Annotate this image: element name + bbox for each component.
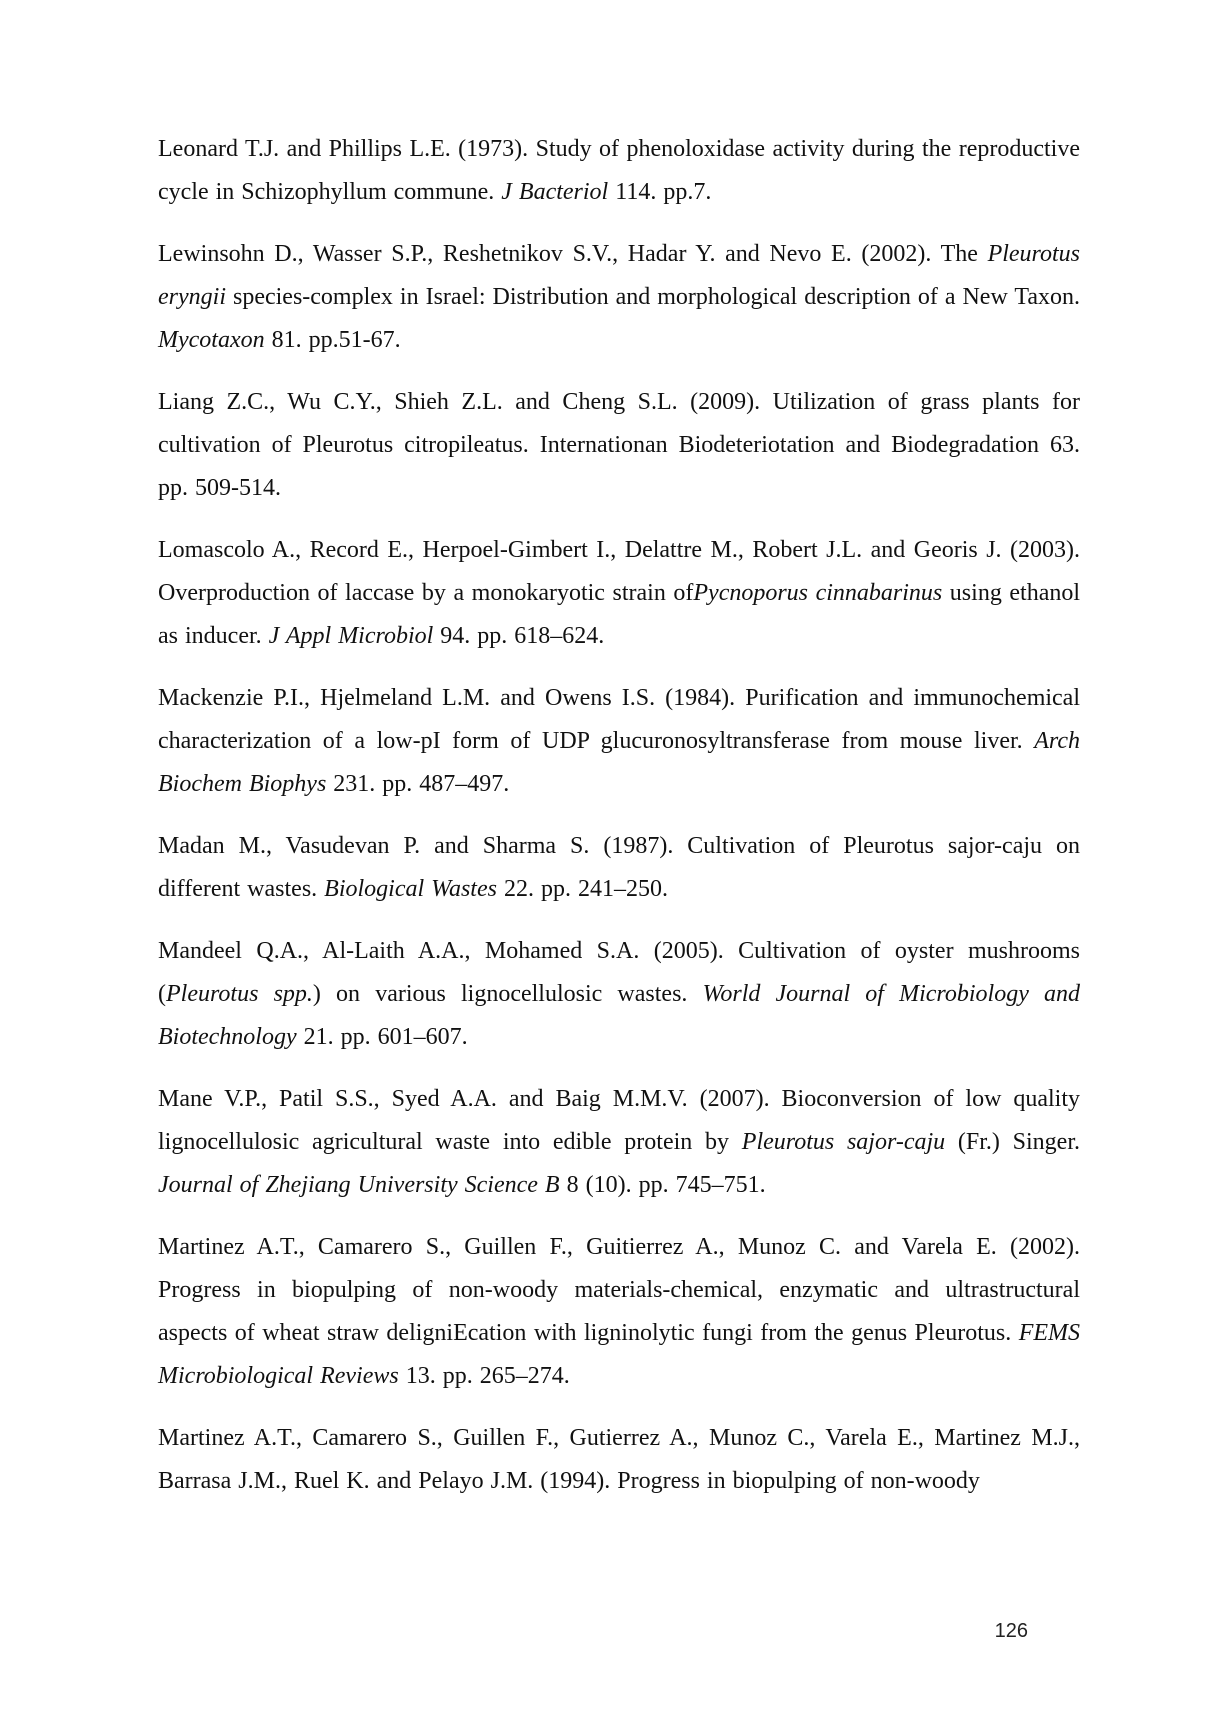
journal-title: Biological Wastes	[324, 876, 497, 902]
journal-title: Arch Biochem Biophys	[158, 728, 1080, 797]
reference-text: Martinez A.T., Camarero S., Guillen F., Guitierrez A., Munoz C. and Varela E. (2002). Progress in biopulping of non-woody materials-chemical, enzymatic and ultrastructural aspects of wheat straw deligniEcation with ligninolytic fungi from the genus Pleurotus.	[158, 1234, 1080, 1346]
reference-text: 94. pp. 618–624.	[433, 623, 605, 649]
reference-entry	[158, 1078, 1080, 1207]
page-number: 126	[994, 1620, 1028, 1642]
journal-title: FEMS Microbiological Reviews	[158, 1320, 1080, 1389]
reference-text: species-complex in Israel: Distribution and morphological description of a New Taxon.	[225, 284, 1080, 310]
reference-entry	[158, 825, 1080, 911]
reference-text: Liang Z.C., Wu C.Y., Shieh Z.L. and Cheng S.L. (2009). Utilization of grass plants for cultivation of Pleurotus citropileatus. Internationan Biodeteriotation and Biodegradation 63. pp. 509-514.	[158, 389, 1080, 501]
reference-text: 114. pp.7.	[608, 179, 712, 205]
reference-entry	[158, 381, 1080, 510]
journal-title: Journal of Zhejiang University Science B	[158, 1172, 560, 1198]
species-name: Pleurotus sajor-caju	[741, 1129, 946, 1155]
reference-text: Madan M., Vasudevan P. and Sharma S. (1987). Cultivation of Pleurotus sajor-caju on different wastes.	[158, 833, 1080, 902]
reference-entry	[158, 529, 1080, 658]
journal-title: J Appl Microbiol	[268, 623, 434, 649]
reference-entry	[158, 677, 1080, 806]
reference-entry	[158, 1417, 1080, 1503]
reference-list	[158, 128, 1080, 1522]
reference-text: Leonard T.J. and Phillips L.E. (1973). Study of phenoloxidase activity during the reproductive cycle in Schizophyllum commune.	[158, 136, 1080, 205]
reference-text: Mane V.P., Patil S.S., Syed A.A. and Baig M.M.V. (2007). Bioconversion of low quality lignocellulosic agricultural waste into edible protein by	[158, 1086, 1080, 1155]
reference-text: Lewinsohn D., Wasser S.P., Reshetnikov S.V., Hadar Y. and Nevo E. (2002). The	[158, 241, 988, 267]
species-name: Pleurotus spp.	[166, 981, 313, 1007]
journal-title: World Journal of Microbiology and Biotechnology	[158, 981, 1080, 1050]
reference-text: using ethanol as inducer.	[158, 580, 1081, 649]
reference-text: ) on various lignocellulosic wastes.	[312, 981, 703, 1007]
reference-text: 231. pp. 487–497.	[326, 771, 510, 797]
reference-entry	[158, 1226, 1080, 1398]
reference-text: 81. pp.51-67.	[264, 327, 401, 353]
journal-title: J Bacteriol	[501, 179, 609, 205]
reference-text: 21. pp. 601–607.	[296, 1024, 468, 1050]
reference-entry	[158, 128, 1080, 214]
species-name: Pleurotus eryngii	[158, 241, 1080, 310]
reference-text: 22. pp. 241–250.	[496, 876, 668, 902]
reference-entry	[158, 930, 1080, 1059]
reference-text: Mackenzie P.I., Hjelmeland L.M. and Owens I.S. (1984). Purification and immunochemical characterization of a low-pI form of UDP glucuronosyltransferase from mouse liver.	[158, 685, 1080, 754]
reference-text: 8 (10). pp. 745–751.	[559, 1172, 766, 1198]
species-name: Pycnoporus cinnabarinus	[693, 580, 943, 606]
reference-text: (Fr.) Singer.	[945, 1129, 1080, 1155]
journal-title: Mycotaxon	[158, 327, 265, 353]
reference-text: Lomascolo A., Record E., Herpoel-Gimbert I., Delattre M., Robert J.L. and Georis J. (2003). Overproduction of laccase by a monokaryotic strain of	[158, 537, 1080, 606]
reference-text: Martinez A.T., Camarero S., Guillen F., Gutierrez A., Munoz C., Varela E., Martinez M.J., Barrasa J.M., Ruel K. and Pelayo J.M. (1994). Progress in biopulping of non-woody	[158, 1425, 1080, 1494]
reference-text: Mandeel Q.A., Al-Laith A.A., Mohamed S.A. (2005). Cultivation of oyster mushrooms (	[158, 938, 1080, 1007]
reference-text: 13. pp. 265–274.	[398, 1363, 570, 1389]
reference-entry	[158, 233, 1080, 362]
